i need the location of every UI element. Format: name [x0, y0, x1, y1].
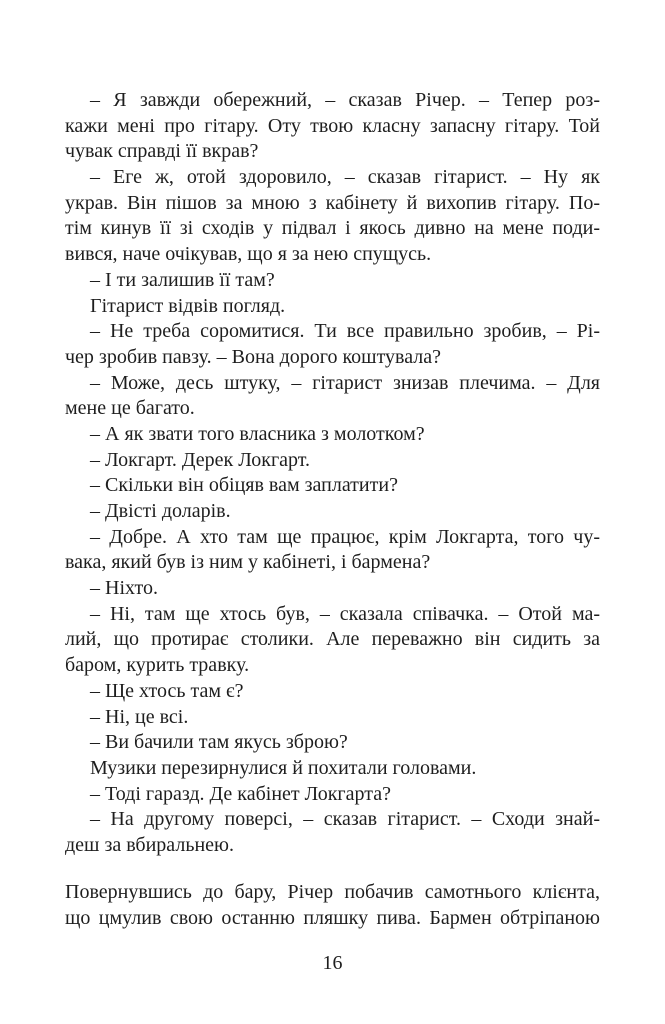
text-line: чувак справді її вкрав?	[65, 140, 259, 163]
text-line: – Я завжди обережний, – сказав Річер. – Тепер роз-	[90, 89, 600, 111]
text-line: вився, наче очікував, що я за нею спущусь.	[65, 243, 432, 266]
text-line: чер зробив павзу. – Вона дорого коштувала?	[65, 345, 442, 368]
text-line: тім кинув її зі сходів у підвал і якось дивно на мене поди-	[65, 217, 600, 240]
text-line: украв. Він пішов за мною з кабінету й вихопив гітару. По-	[65, 191, 600, 214]
text-line: – Тоді гаразд. Де кабінет Локгарта?	[90, 782, 391, 805]
text-line: – Не треба соромитися. Ти все правильно зробив, – Рі-	[90, 320, 600, 343]
text-line: – Ніхто.	[90, 577, 158, 600]
page-number: 16	[322, 952, 343, 974]
text-line: – Локгарт. Дерек Локгарт.	[90, 448, 311, 471]
text-line: – Еге ж, отой здоровило, – сказав гітарист. – Ну як	[90, 166, 600, 189]
text-line: – Скільки він обіцяв вам заплатити?	[90, 474, 398, 497]
text-line: Музики перезирнулися й похитали головами.	[90, 756, 477, 779]
text-line: – Може, десь штуку, – гітарист знизав плечима. – Для	[90, 371, 600, 394]
text-line: вака, який був із ним у кабінеті, і бармена?	[65, 551, 431, 574]
text-line: що цмулив свою останню пляшку пива. Бармен обтріпаною	[65, 906, 600, 929]
text-line: Гітарист відвів погляд.	[90, 294, 286, 317]
text-line: – Ні, це всі.	[90, 705, 189, 728]
text-line: – Ні, там ще хтось був, – сказала співачка. – Отой ма-	[90, 602, 600, 625]
text-line: лий, що протирає столики. Але переважно він сидить за	[65, 628, 600, 651]
text-line: – Двісті доларів.	[90, 500, 231, 522]
text-line: – Добре. А хто там ще працює, крім Локгарта, того чу-	[90, 525, 600, 548]
text-line: – Ви бачили там якусь зброю?	[90, 731, 348, 754]
page-footer	[0, 951, 665, 977]
text-line: кажи мені про гітару. Оту твою класну запасну гітару. Той	[65, 114, 600, 137]
text-line: деш за вбиральнею.	[65, 833, 234, 856]
text-line: баром, курить травку.	[65, 654, 250, 677]
text-line: – На другому поверсі, – сказав гітарист. – Сходи знай-	[90, 808, 600, 831]
text-line: – Ще хтось там є?	[90, 679, 244, 702]
text-line: – А як звати того власника з молотком?	[90, 422, 425, 445]
text-line: мене це багато.	[65, 397, 195, 420]
text-block	[65, 88, 600, 932]
text-line: – І ти залишив її там?	[90, 268, 275, 291]
text-line: Повернувшись до бару, Річер побачив самотнього клієнта,	[65, 881, 600, 904]
